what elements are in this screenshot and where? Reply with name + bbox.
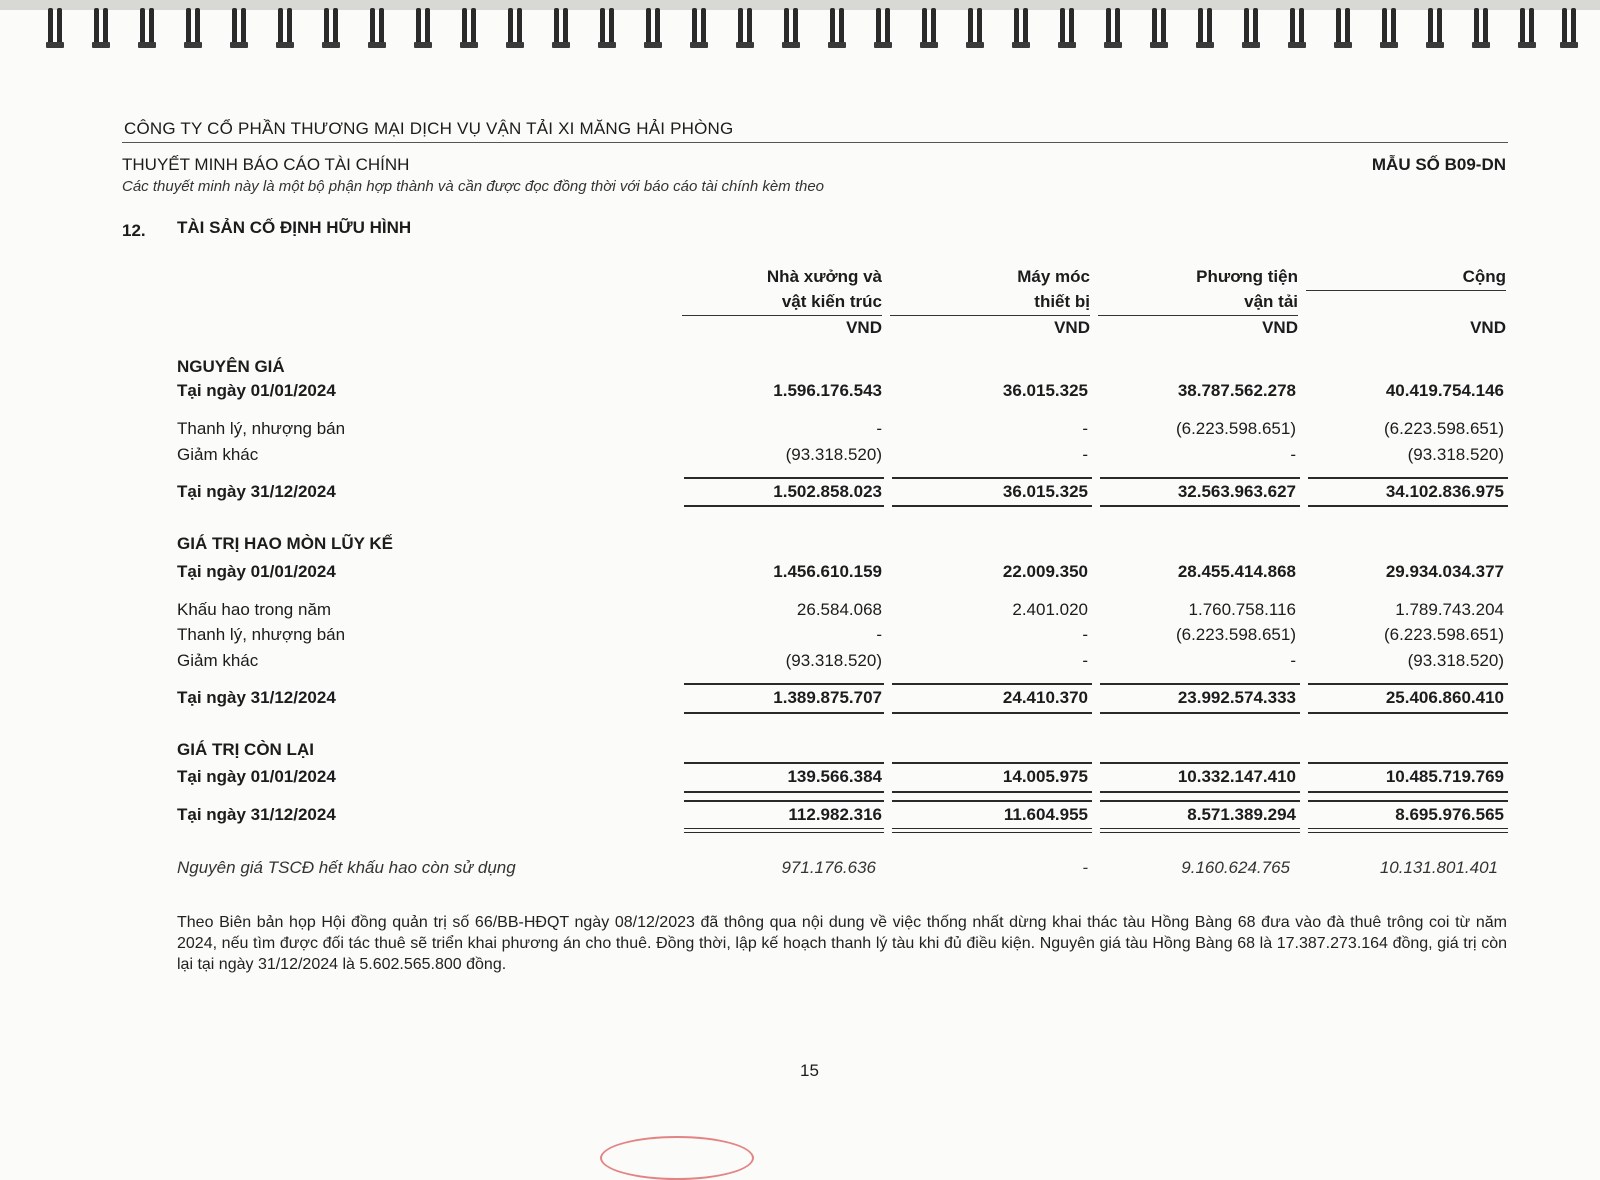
cell-value: 11.604.955 [1003,805,1088,824]
cell-value: 1.789.743.204 [1395,600,1504,619]
cell-value: 10.131.801.401 [1379,858,1498,877]
subtotal-rule [892,477,1092,479]
table-row [0,858,1600,882]
cell-value: 36.015.325 [1002,381,1088,400]
cell-value: (6.223.598.651) [1383,625,1504,644]
cell-value: 28.455.414.868 [1177,562,1296,581]
subtotal-rule [1308,762,1508,764]
column-header-line: Máy móc [1017,267,1090,286]
subtotal-rule [684,477,884,479]
column-header-line: vật kiến trúc [682,289,882,316]
double-total-rule [1100,828,1300,833]
subtotal-rule [1100,477,1300,479]
row-label: Tại ngày 31/12/2024 [177,482,336,501]
total-rule [1308,505,1508,507]
subtotal-rule [892,800,1092,802]
form-number: MẪU SỐ B09-DN [1371,155,1506,174]
column-unit: VND [1470,318,1506,337]
table-row [0,419,1600,443]
header-subnote: Các thuyết minh này là một bộ phận hợp thành và cần được đọc đồng thời với báo cáo tài chính kèm theo [122,178,825,195]
column-header-line: Phương tiện [1196,267,1298,286]
table-row [0,805,1600,829]
explanatory-note: Theo Biên bản họp Hội đồng quản trị số 66/BB-HĐQT ngày 08/12/2023 đã thông qua nội dung về việc thống nhất dừng khai thác tàu Hồng Bàng 68 đưa vào đà thuê trông coi từ năm 2024, nếu tìm được đối tác thuê sẽ triển khai phương án cho thuê. Đồng thời, lập kế hoạch thanh lý tàu khi đủ điều kiện. Nguyên giá tàu Hồng Bàng 68 là 17.387.273.164 đồng, giá trị còn lại tại ngày 31/12/2024 là 5.602.565.800 đồng. [177,914,1507,973]
cell-value: - [1082,858,1088,877]
table-row [0,651,1600,675]
document-title: THUYẾT MINH BÁO CÁO TÀI CHÍNH [122,155,410,174]
cell-value: (93.318.520) [1407,445,1504,464]
column-header-vehicles [1098,264,1298,316]
column-unit: VND [1262,318,1298,337]
subtotal-rule [1308,683,1508,685]
row-label: Nguyên giá TSCĐ hết khấu hao còn sử dụng [177,858,516,877]
subtotal-rule [892,762,1092,764]
table-row [0,688,1600,712]
table-row [0,381,1600,405]
cell-value: 1.456.610.159 [773,562,882,581]
subtotal-rule [892,791,1092,793]
table-row [0,767,1600,791]
section-number: 12. [122,221,146,240]
group-title-net: GIÁ TRỊ CÒN LẠI [177,740,314,759]
cell-value: (6.223.598.651) [1383,419,1504,438]
cell-value: 2.401.020 [1012,600,1088,619]
row-label: Giảm khác [177,445,259,464]
company-name: CÔNG TY CỔ PHẦN THƯƠNG MẠI DỊCH VỤ VẬN TẢI XI MĂNG HẢI PHÒNG [124,119,734,138]
table-row [0,562,1600,586]
cell-value: - [1082,625,1088,644]
column-header-line: thiết bị [890,289,1090,316]
cell-value: 8.695.976.565 [1395,805,1504,824]
page-number: 15 [800,1061,819,1080]
row-label: Thanh lý, nhượng bán [177,419,346,438]
company-seal [600,1136,754,1180]
subtotal-rule [684,791,884,793]
total-rule [892,505,1092,507]
cell-value: - [876,625,882,644]
cell-value: 38.787.562.278 [1177,381,1296,400]
cell-value: 1.596.176.543 [773,381,882,400]
column-header-machinery [890,264,1090,316]
cell-value: 8.571.389.294 [1187,805,1296,824]
cell-value: - [1082,651,1088,670]
row-label: Tại ngày 01/01/2024 [177,562,336,581]
subtotal-rule [1308,477,1508,479]
table-row [0,600,1600,624]
section-title: TÀI SẢN CỐ ĐỊNH HỮU HÌNH [177,218,412,237]
total-rule [684,505,884,507]
cell-value: 24.410.370 [1002,688,1088,707]
row-label: Tại ngày 01/01/2024 [177,381,336,400]
total-rule [1100,712,1300,714]
cell-value: 25.406.860.410 [1385,688,1504,707]
cell-value: 9.160.624.765 [1181,858,1290,877]
subtotal-rule [1308,791,1508,793]
cell-value: 1.389.875.707 [773,688,882,707]
cell-value: 29.934.034.377 [1385,562,1504,581]
column-unit: VND [846,318,882,337]
cell-value: (93.318.520) [1407,651,1504,670]
column-header-buildings [682,264,882,316]
column-header-line: vận tải [1098,289,1298,316]
table-row [0,482,1600,506]
subtotal-rule [1100,683,1300,685]
subtotal-rule [892,683,1092,685]
row-label: Thanh lý, nhượng bán [177,625,346,644]
cell-value: 10.485.719.769 [1385,767,1504,786]
cell-value: 139.566.384 [787,767,882,786]
cell-value: 112.982.316 [788,805,882,824]
cell-value: 34.102.836.975 [1385,482,1504,501]
cell-value: 23.992.574.333 [1177,688,1296,707]
subtotal-rule [1100,762,1300,764]
group-title-depreciation: GIÁ TRỊ HAO MÒN LŨY KẾ [177,534,393,553]
cell-value: - [1082,419,1088,438]
group-title-cost: NGUYÊN GIÁ [177,357,285,376]
cell-value: - [1290,651,1296,670]
table-row [0,445,1600,469]
cell-value: 1.760.758.116 [1188,600,1296,619]
cell-value: 26.584.068 [796,600,882,619]
cell-value: 32.563.963.627 [1177,482,1296,501]
cell-value: 36.015.325 [1002,482,1088,501]
column-header-line: Cộng [1306,264,1506,291]
cell-value: 40.419.754.146 [1385,381,1504,400]
cell-value: (93.318.520) [785,651,882,670]
row-label: Tại ngày 01/01/2024 [177,767,336,786]
cell-value: 22.009.350 [1002,562,1088,581]
row-label: Giảm khác [177,651,259,670]
total-rule [1100,505,1300,507]
cell-value: (6.223.598.651) [1175,419,1296,438]
cell-value: 1.502.858.023 [773,482,882,501]
column-header-line: Nhà xưởng và [766,267,882,286]
cell-value: - [1082,445,1088,464]
header-rule [122,142,1508,143]
total-rule [1308,712,1508,714]
subtotal-rule [684,800,884,802]
row-label: Tại ngày 31/12/2024 [177,688,336,707]
total-rule [684,712,884,714]
row-label: Khấu hao trong năm [177,600,332,619]
cell-value: - [876,419,882,438]
cell-value: (93.318.520) [785,445,882,464]
cell-value: - [1290,445,1296,464]
table-row [0,625,1600,649]
double-total-rule [1308,828,1508,833]
total-rule [892,712,1092,714]
double-total-rule [892,828,1092,833]
column-unit: VND [1054,318,1090,337]
column-header-total [1306,264,1506,291]
cell-value: 971.176.636 [781,858,876,877]
subtotal-rule [684,762,884,764]
subtotal-rule [1100,800,1300,802]
subtotal-rule [1308,800,1508,802]
cell-value: 10.332.147.410 [1177,767,1296,786]
row-label: Tại ngày 31/12/2024 [177,805,336,824]
double-total-rule [684,828,884,833]
subtotal-rule [684,683,884,685]
cell-value: 14.005.975 [1002,767,1088,786]
cell-value: (6.223.598.651) [1175,625,1296,644]
subtotal-rule [1100,791,1300,793]
